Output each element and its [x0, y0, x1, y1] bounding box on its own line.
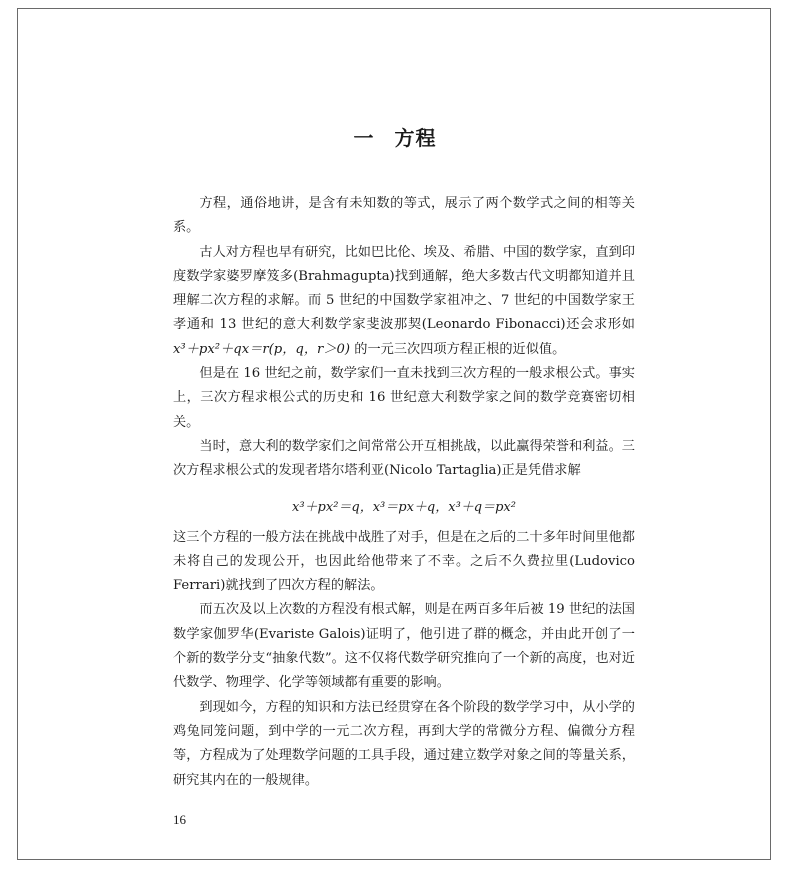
paragraph-galois: 而五次及以上次数的方程没有根式解，则是在两百多年后被 19 世纪的法国数学家伽罗华(Evariste Galois)证明了，他引进了群的概念，并由此开创了一个新的数学分支“抽象代数”。这不仅将代数学研究推向了一个新的高度，也对近代数学、物理学、化学等领域都有重要的影响。	[173, 602, 635, 691]
paragraph-history	[173, 241, 635, 362]
paragraph-modern: 到现如今，方程的知识和方法已经贯穿在各个阶段的数学学习中，从小学的鸡兔同笼问题，到中学的一元二次方程，再到大学的常微分方程、偏微分方程等，方程成为了处理数学问题的工具手段，通过建立数学对象之间的等量关系，研究其内在的一般规律。	[173, 699, 635, 788]
paragraph-tartaglia: 这三个方程的一般方法在挑战中战胜了对手，但是在之后的二十多年时间里他都未将自己的发现公开，也因此给他带来了不幸。之后不久费拉里(Ludovico Ferrari)就找到了四次方程的解法。	[173, 529, 635, 594]
paragraph-challenge: 当时，意大利的数学家们之间常常公开互相挑战，以此赢得荣誉和利益。三次方程求根公式的发现者塔尔塔利亚(Nicolo Tartaglia)正是凭借求解	[173, 438, 635, 479]
page-number: 16	[173, 812, 186, 827]
display-equations: x³＋px²＝q，x³＝px＋q，x³＋q＝px²	[292, 499, 516, 515]
chapter-number: 一	[353, 126, 375, 150]
chapter-heading	[0, 122, 790, 151]
inline-equation: x³＋px²＋qx＝r(p，q，r＞0)	[173, 341, 351, 357]
paragraph-history-tail: 的一元三次四项方程正根的近似值。	[354, 341, 566, 357]
body-text	[173, 192, 635, 793]
paragraph-definition: 方程，通俗地讲，是含有未知数的等式，展示了两个数学式之间的相等关系。	[173, 196, 635, 236]
paragraph-cubic-formula: 但是在 16 世纪之前，数学家们一直未找到三次方程的一般求根公式。事实上，三次方程求根公式的历史和 16 世纪意大利数学家之间的数学竞赛密切相关。	[173, 366, 635, 430]
chapter-title: 方程	[394, 126, 437, 150]
paragraph-history-text: 古人对方程也早有研究，比如巴比伦、埃及、希腊、中国的数学家，直到印度数学家婆罗摩笈多(Brahmagupta)找到通解，绝大多数古代文明都知道并且理解二次方程的求解。而 5 世纪的中国数学家祖冲之、7 世纪的中国数学家王孝通和 13 世纪的意大利数学家斐波那契(Leonardo Fibonacci)还会求形如	[173, 244, 635, 333]
